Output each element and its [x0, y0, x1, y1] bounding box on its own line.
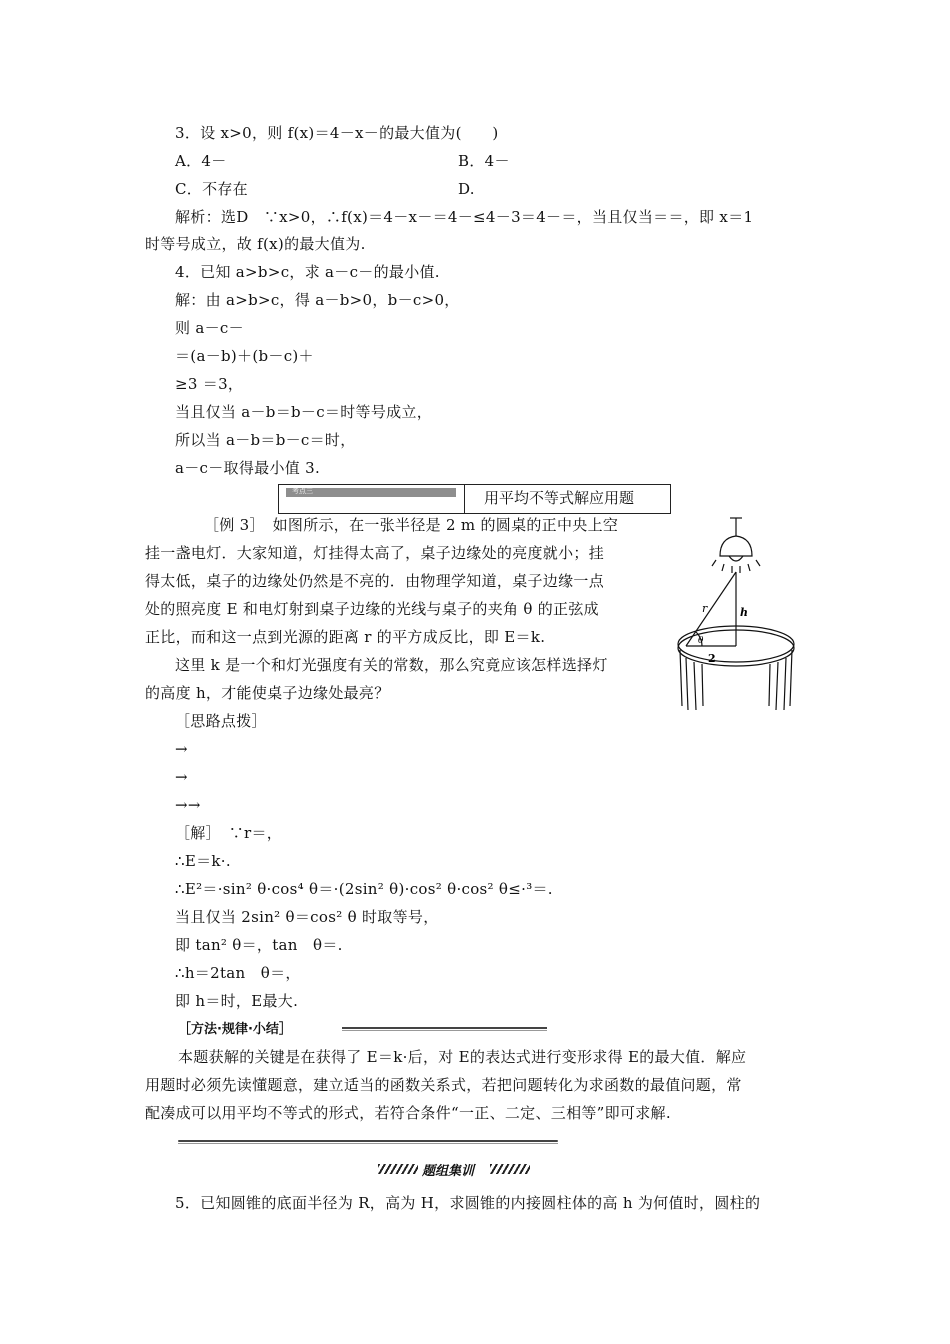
- hint-label: ［思路点拨］: [175, 712, 267, 730]
- example-line-7: 的高度 h，才能使桌子边缘处最亮？: [145, 684, 390, 702]
- figure-label-h: h: [740, 606, 748, 619]
- section-title: 用平均不等式解应用题: [484, 489, 635, 507]
- solution-line-6: ∴h＝2tan θ＝，: [175, 964, 301, 982]
- hint-arrow-1: →: [175, 740, 188, 758]
- method-rule-bottom: [178, 1140, 558, 1142]
- method-line-3: 配凑成可以用平均不等式的形式，若符合条件“一正、二定、三相等”即可求解.: [145, 1104, 671, 1122]
- solution-line-4: 当且仅当 2sin² θ＝cos² θ 时取等号，: [175, 908, 439, 926]
- solution-line-2: ∴E＝k·.: [175, 852, 231, 870]
- q4-line-6: 所以当 a－b＝b－c＝时，: [175, 431, 356, 449]
- hint-arrow-3: →→: [175, 796, 201, 814]
- q4-line-3: ＝(a－b)＋(b－c)＋: [175, 347, 314, 365]
- example-line-3: 得太低，桌子的边缘处仍然是不亮的．由物理学知道，桌子边缘一点: [145, 572, 605, 590]
- figure-label-r: r: [702, 602, 708, 615]
- solution-line-1: ［解］ ∵r＝，: [175, 824, 283, 842]
- figure-label-theta: θ: [698, 636, 704, 646]
- example-line-5: 正比，而和这一点到光源的距离 r 的平方成反比，即 E＝k.: [145, 628, 546, 646]
- solution-line-3: ∴E²＝·sin² θ·cos⁴ θ＝·(2sin² θ)·cos² θ·cos² θ≤·³＝.: [175, 880, 553, 898]
- section-header: [278, 484, 671, 514]
- group-heading-stripes-left: [378, 1164, 418, 1174]
- group-training-heading: 题组集训: [422, 1164, 475, 1179]
- q4-line-7: a－c－取得最小值 3.: [175, 459, 321, 477]
- q3-solution-line-1: 解析：选D ∵x>0，∴f(x)＝4－x－＝4－≤4－3＝4－＝，当且仅当＝＝，即 x＝1: [175, 208, 754, 226]
- section-tag: [286, 488, 456, 497]
- q4-stem: 4．已知 a>b>c，求 a－c－的最小值.: [175, 263, 440, 281]
- section-tag-label: 考点三: [292, 487, 313, 495]
- method-line-1: 本题获解的关键是在获得了 E＝k·后，对 E的表达式进行变形求得 E的最大值．解应: [178, 1048, 747, 1066]
- group-heading-stripes-right: [490, 1164, 530, 1174]
- method-rule-top-thin: [342, 1030, 547, 1031]
- q3-option-a: A．4－: [175, 152, 227, 170]
- q4-line-4: ≥3 ＝3，: [175, 375, 244, 393]
- q3-solution-line-2: 时等号成立，故 f(x)的最大值为.: [145, 235, 366, 253]
- q3-option-d: D.: [458, 180, 475, 198]
- solution-line-5: 即 tan² θ＝，tan θ＝.: [175, 936, 343, 954]
- example-line-1: ［例 3］ 如图所示，在一张半径是 2 m 的圆桌的正中央上空: [204, 516, 619, 534]
- q4-line-5: 当且仅当 a－b＝b－c＝时等号成立，: [175, 403, 433, 421]
- method-line-2: 用题时必须先读懂题意，建立适当的函数关系式，若把问题转化为求函数的最值问题，常: [145, 1076, 742, 1094]
- method-rule-bottom-thin: [178, 1143, 558, 1144]
- example-line-2: 挂一盏电灯．大家知道，灯挂得太高了，桌子边缘处的亮度就小；挂: [145, 544, 605, 562]
- section-divider: [464, 485, 465, 513]
- figure-label-base: 2: [708, 652, 716, 665]
- example-line-4: 处的照亮度 E 和电灯射到桌子边缘的光线与桌子的夹角 θ 的正弦成: [145, 600, 599, 618]
- solution-line-7: 即 h＝时，E最大.: [175, 992, 299, 1010]
- q5-stem: 5．已知圆锥的底面半径为 R，高为 H，求圆锥的内接圆柱体的高 h 为何值时，圆柱的: [175, 1194, 761, 1212]
- q3-option-c: C．不存在: [175, 180, 248, 198]
- q4-line-2: 则 a－c－: [175, 319, 244, 337]
- method-rule-top: [342, 1027, 547, 1029]
- hint-arrow-2: →: [175, 768, 188, 786]
- q4-line-1: 解：由 a>b>c，得 a－b>0，b－c>0，: [175, 291, 460, 309]
- lamp-table-figure: [672, 516, 802, 714]
- example-line-6: 这里 k 是一个和灯光强度有关的常数，那么究竟应该怎样选择灯: [175, 656, 608, 674]
- q3-option-b: B．4－: [458, 152, 510, 170]
- method-summary-heading: ［方法·规律·小结］: [178, 1022, 292, 1037]
- q3-stem: 3．设 x>0，则 f(x)＝4－x－的最大值为( ): [175, 124, 499, 142]
